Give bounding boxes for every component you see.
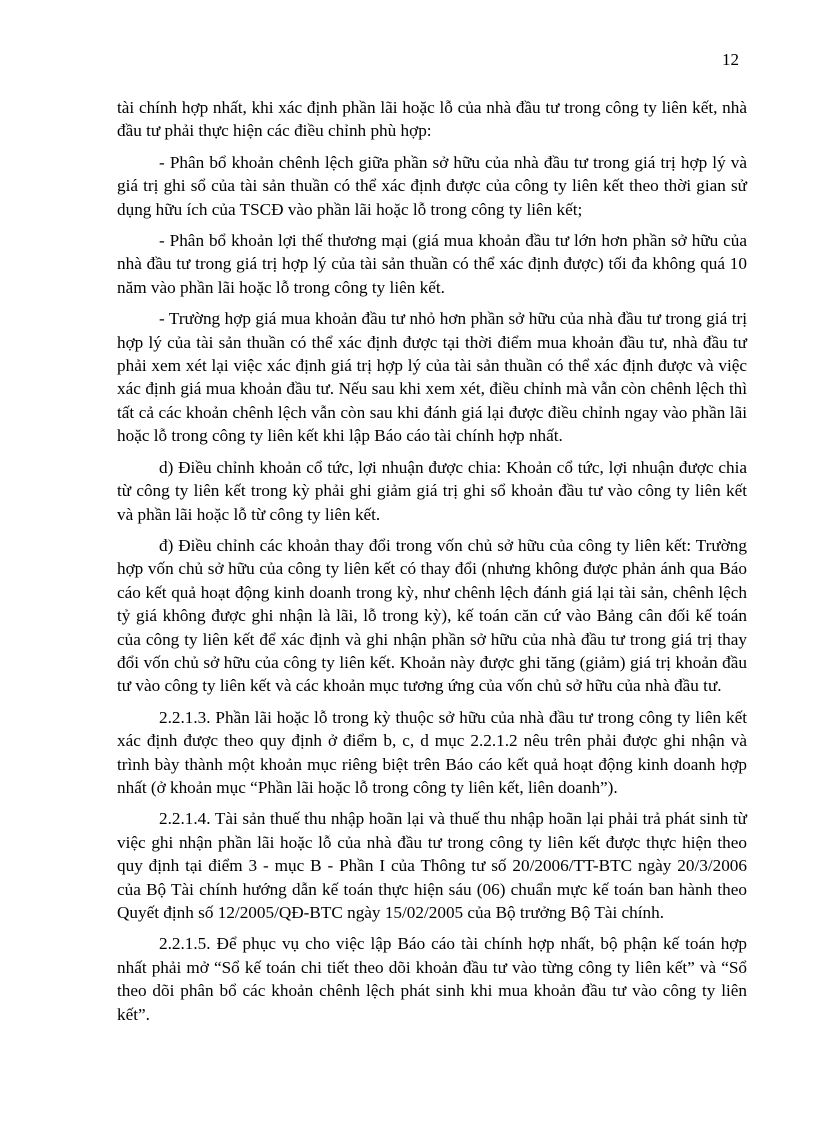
paragraph-2-2-1-4: 2.2.1.4. Tài sản thuế thu nhập hoãn lại và thuế thu nhập hoãn lại phải trả phát sinh từ việc ghi nhận phần lãi hoặc lỗ của nhà đầu tư trong công ty liên kết được thực hiện theo quy định tại điểm 3 - mục B - Phần I của Thông tư số 20/2006/TT-BTC ngày 20/3/2006 của Bộ Tài chính hướng dẫn kế toán thực hiện sáu (06) chuẩn mực kế toán ban hành theo Quyết định số 12/2005/QĐ-BTC ngày 15/02/2005 của Bộ trưởng Bộ Tài chính. xyxy=(117,809,747,922)
paragraph-dividends: d) Điều chỉnh khoản cổ tức, lợi nhuận được chia: Khoản cổ tức, lợi nhuận được chia từ công ty liên kết trong kỳ phải ghi giảm giá trị ghi sổ khoản đầu tư vào công ty liên kết và phần lãi hoặc lỗ từ công ty liên kết. xyxy=(117,457,747,524)
paragraph-bargain-purchase: - Trường hợp giá mua khoản đầu tư nhỏ hơn phần sở hữu của nhà đầu tư trong giá trị hợp lý của tài sản thuần có thể xác định được tại thời điểm mua khoản đầu tư, nhà đầu tư phải xem xét lại việc xác định giá trị hợp lý của tài sản thuần có thể xác định được và việc xác định giá mua khoản đầu tư. Nếu sau khi xem xét, điều chỉnh mà vẫn còn chênh lệch thì tất cả các khoản chênh lệch vẫn còn sau khi đánh giá lại được điều chỉnh ngay vào phần lãi hoặc lỗ trong công ty liên kết khi lập Báo cáo tài chính hợp nhất. xyxy=(117,309,747,446)
paragraph-equity-changes: đ) Điều chỉnh các khoản thay đổi trong vốn chủ sở hữu của công ty liên kết: Trường hợp vốn chủ sở hữu của công ty liên kết có thay đổi (nhưng không được phản ánh qua Báo cáo kết quả hoạt động kinh doanh trong kỳ, như chênh lệch đánh giá lại tài sản, chênh lệch tỷ giá không được ghi nhận là lãi, lỗ trong kỳ), kế toán căn cứ vào Bảng cân đối kế toán của công ty liên kết để xác định và ghi nhận phần sở hữu của nhà đầu tư trong giá trị thay đổi vốn chủ sở hữu của công ty liên kết. Khoản này được ghi tăng (giảm) giá trị khoản đầu tư vào công ty liên kết và các khoản mục tương ứng của vốn chủ sở hữu của nhà đầu tư. xyxy=(117,535,747,696)
page-number: 12 xyxy=(722,50,739,69)
paragraph-allocate-difference: - Phân bổ khoản chênh lệch giữa phần sở hữu của nhà đầu tư trong giá trị hợp lý và giá trị ghi sổ của tài sản thuần có thể xác định được của công ty liên kết theo thời gian sử dụng hữu ích của TSCĐ vào phần lãi hoặc lỗ trong công ty liên kết; xyxy=(117,152,747,219)
paragraph-2-2-1-3: 2.2.1.3. Phần lãi hoặc lỗ trong kỳ thuộc sở hữu của nhà đầu tư trong công ty liên kết xác định được theo quy định ở điểm b, c, d mục 2.2.1.2 nêu trên phải được ghi nhận và trình bày thành một khoản mục riêng biệt trên Báo cáo kết quả hoạt động kinh doanh hợp nhất (ở khoản mục “Phần lãi hoặc lỗ trong công ty liên kết, liên doanh”). xyxy=(117,707,747,797)
paragraph-2-2-1-5: 2.2.1.5. Để phục vụ cho việc lập Báo cáo tài chính hợp nhất, bộ phận kế toán hợp nhất phải mở “Sổ kế toán chi tiết theo dõi khoản đầu tư vào từng công ty liên kết” và “Sổ theo dõi phân bổ các khoản chênh lệch phát sinh khi mua khoản đầu tư vào công ty liên kết”. xyxy=(117,934,747,1024)
paragraph-goodwill: - Phân bổ khoản lợi thế thương mại (giá mua khoản đầu tư lớn hơn phần sở hữu của nhà đầu tư trong giá trị hợp lý của tài sản thuần có thể xác định được) tối đa không quá 10 năm vào phần lãi hoặc lỗ trong công ty liên kết. xyxy=(117,231,747,297)
paragraph-continuation: tài chính hợp nhất, khi xác định phần lãi hoặc lỗ của nhà đầu tư trong công ty liên kết, nhà đầu tư phải thực hiện các điều chỉnh phù hợp: xyxy=(117,98,747,141)
document-body xyxy=(117,96,747,1034)
